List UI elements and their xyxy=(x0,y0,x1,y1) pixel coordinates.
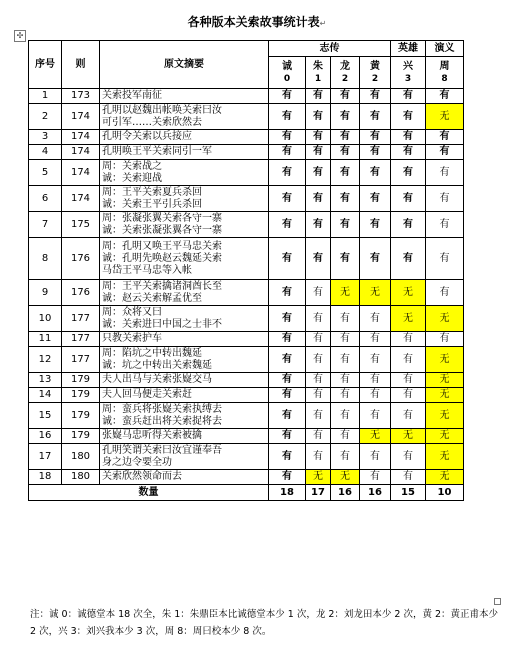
cell-presence: 有 xyxy=(360,130,391,145)
cell-presence: 有 xyxy=(306,403,331,429)
cell-seq: 7 xyxy=(29,212,62,238)
cell-presence: 无 xyxy=(391,429,426,444)
cell-presence: 有 xyxy=(269,470,306,485)
cell-presence: 有 xyxy=(331,130,360,145)
cell-presence: 有 xyxy=(331,238,360,280)
header-col-num: 0 xyxy=(283,73,291,84)
cell-seq: 2 xyxy=(29,104,62,130)
cell-ze: 174 xyxy=(62,145,100,160)
cell-summary xyxy=(100,89,269,104)
cell-summary xyxy=(100,373,269,388)
totals-value: 15 xyxy=(391,485,426,501)
cell-presence: 有 xyxy=(306,280,331,306)
cell-seq: 13 xyxy=(29,373,62,388)
totals-value: 18 xyxy=(269,485,306,501)
cell-presence: 有 xyxy=(306,160,331,186)
summary-line: 诚：坑之中转出关索魏延 xyxy=(102,359,212,371)
cell-presence: 有 xyxy=(360,470,391,485)
cell-seq: 16 xyxy=(29,429,62,444)
table-row xyxy=(29,238,464,280)
cell-presence: 有 xyxy=(391,104,426,130)
cell-presence: 有 xyxy=(269,89,306,104)
cell-seq: 17 xyxy=(29,444,62,470)
summary-line: 孔明令关索以兵接应 xyxy=(102,131,192,142)
statistics-table xyxy=(28,40,464,501)
cell-presence: 有 xyxy=(426,160,464,186)
totals-label: 数量 xyxy=(29,485,269,501)
header-col-num: 3 xyxy=(404,73,412,84)
cell-presence: 有 xyxy=(269,160,306,186)
cell-presence: 有 xyxy=(269,444,306,470)
table-title: 各种版本关索故事统计表↵ xyxy=(187,15,327,29)
cell-presence: 有 xyxy=(306,429,331,444)
cell-presence: 有 xyxy=(269,212,306,238)
table-row xyxy=(29,160,464,186)
summary-line: 诚：关索王平引兵杀回 xyxy=(102,198,202,210)
summary-line: 周：王平关索夏兵杀回 xyxy=(102,186,202,198)
cell-ze: 179 xyxy=(62,388,100,403)
summary-line: 诚：关索进曰中国之士非不 xyxy=(102,318,222,330)
header-col-name: 周 xyxy=(439,60,450,72)
cell-presence: 有 xyxy=(306,186,331,212)
cell-presence: 有 xyxy=(331,332,360,347)
summary-line: 诚：蛮兵赶出将关索捉将去 xyxy=(102,415,222,427)
summary-line: 张嶷马忠听得关索被擒 xyxy=(102,430,202,441)
cell-presence: 有 xyxy=(360,160,391,186)
cell-summary xyxy=(100,160,269,186)
cell-presence: 有 xyxy=(269,306,306,332)
cell-presence: 有 xyxy=(426,186,464,212)
cell-presence: 有 xyxy=(426,145,464,160)
header-col-0 xyxy=(269,57,306,89)
header-col-name: 兴 xyxy=(403,60,413,72)
footnote: 注：诚 0：诚德堂本 18 次全，朱 1：朱鼎臣本比诚德堂本少 1 次，龙 2：刘龙田本少 2 次，黄 2：黄正甫本少 2 次，兴 3：刘兴我本少 3 次，周 8：周曰校本少 8 次。 xyxy=(30,609,499,637)
cell-summary xyxy=(100,238,269,280)
cell-presence: 有 xyxy=(360,145,391,160)
table-row xyxy=(29,444,464,470)
cell-presence: 有 xyxy=(426,280,464,306)
header-col-2 xyxy=(331,57,360,89)
table-row xyxy=(29,332,464,347)
cell-summary xyxy=(100,444,269,470)
cell-seq: 3 xyxy=(29,130,62,145)
cell-presence: 有 xyxy=(331,403,360,429)
summary-line: 周：陷坑之中转出魏延 xyxy=(102,347,202,359)
cell-presence: 有 xyxy=(306,104,331,130)
cell-presence: 有 xyxy=(360,238,391,280)
cell-summary xyxy=(100,104,269,130)
cell-seq: 18 xyxy=(29,470,62,485)
cell-presence: 有 xyxy=(306,373,331,388)
summary-line: 周：关索战之 xyxy=(102,160,162,172)
cell-presence: 有 xyxy=(331,429,360,444)
cell-presence: 有 xyxy=(269,104,306,130)
cell-ze: 177 xyxy=(62,306,100,332)
cell-ze: 175 xyxy=(62,212,100,238)
header-col-num: 2 xyxy=(341,73,349,84)
cell-ze: 173 xyxy=(62,89,100,104)
header-summary: 原文摘要 xyxy=(100,41,269,89)
cell-presence: 无 xyxy=(360,280,391,306)
cell-presence: 有 xyxy=(426,130,464,145)
cell-presence: 有 xyxy=(391,470,426,485)
cell-presence: 有 xyxy=(269,130,306,145)
summary-line: 马岱王平马忠等入帐 xyxy=(102,264,192,276)
summary-line: 周：众将又曰 xyxy=(102,306,162,318)
cell-presence: 有 xyxy=(360,373,391,388)
header-col-5 xyxy=(426,57,464,89)
cell-summary xyxy=(100,212,269,238)
cell-ze: 174 xyxy=(62,130,100,145)
cell-presence: 有 xyxy=(360,306,391,332)
summary-line: 只教关索护车 xyxy=(102,333,162,344)
cell-summary xyxy=(100,280,269,306)
cell-presence: 无 xyxy=(426,347,464,373)
cell-presence: 有 xyxy=(391,388,426,403)
cell-presence: 无 xyxy=(331,470,360,485)
cell-presence: 无 xyxy=(426,388,464,403)
cell-ze: 179 xyxy=(62,429,100,444)
summary-line: 孔明以赵魏出帐唤关索曰汝 xyxy=(102,104,222,116)
cell-presence: 有 xyxy=(391,130,426,145)
table-row xyxy=(29,347,464,373)
cell-presence: 有 xyxy=(269,280,306,306)
cell-presence: 无 xyxy=(426,104,464,130)
cell-presence: 有 xyxy=(331,212,360,238)
table-row xyxy=(29,388,464,403)
cell-presence: 无 xyxy=(426,403,464,429)
summary-line: 周：蛮兵将张嶷关索执缚去 xyxy=(102,403,222,415)
cell-presence: 有 xyxy=(391,444,426,470)
cell-presence: 无 xyxy=(426,373,464,388)
summary-line: 周：张凝张翼关索各守一寨 xyxy=(102,212,222,224)
totals-value: 16 xyxy=(360,485,391,501)
cell-presence: 有 xyxy=(331,347,360,373)
header-group-zhizhuan: 志传 xyxy=(269,41,391,57)
cell-presence: 有 xyxy=(331,373,360,388)
cell-presence: 有 xyxy=(391,160,426,186)
summary-line: 周：王平关索擒诸洞酋长至 xyxy=(102,280,222,292)
cell-seq: 11 xyxy=(29,332,62,347)
cell-presence: 有 xyxy=(306,89,331,104)
header-col-name: 龙 xyxy=(340,60,350,72)
cell-presence: 有 xyxy=(391,186,426,212)
summary-line: 关索投军南征 xyxy=(102,90,162,101)
cell-presence: 有 xyxy=(306,130,331,145)
cell-summary xyxy=(100,306,269,332)
cell-presence: 有 xyxy=(360,186,391,212)
cell-ze: 180 xyxy=(62,470,100,485)
cell-presence: 有 xyxy=(269,373,306,388)
table-row xyxy=(29,470,464,485)
cell-presence: 有 xyxy=(306,238,331,280)
cell-presence: 有 xyxy=(306,332,331,347)
cell-presence: 有 xyxy=(269,186,306,212)
summary-line: 夫人回马便走关索赶 xyxy=(102,389,192,400)
summary-line: 诚：孔明先唤赵云魏延关索 xyxy=(102,252,222,264)
cell-presence: 有 xyxy=(269,347,306,373)
cell-presence: 有 xyxy=(331,186,360,212)
cell-presence: 有 xyxy=(391,238,426,280)
cell-presence: 有 xyxy=(269,145,306,160)
cell-seq: 10 xyxy=(29,306,62,332)
cell-presence: 有 xyxy=(331,89,360,104)
cell-summary xyxy=(100,388,269,403)
header-col-num: 1 xyxy=(314,73,322,84)
cell-summary xyxy=(100,470,269,485)
table-row xyxy=(29,212,464,238)
cell-presence: 有 xyxy=(306,212,331,238)
cell-presence: 有 xyxy=(331,160,360,186)
cell-presence: 无 xyxy=(331,280,360,306)
cell-presence: 有 xyxy=(269,332,306,347)
table-row xyxy=(29,403,464,429)
cell-presence: 有 xyxy=(360,388,391,403)
cell-ze: 177 xyxy=(62,332,100,347)
cell-seq: 1 xyxy=(29,89,62,104)
cell-presence: 有 xyxy=(391,347,426,373)
cell-summary xyxy=(100,403,269,429)
cell-presence: 有 xyxy=(306,306,331,332)
cell-summary xyxy=(100,186,269,212)
cell-seq: 14 xyxy=(29,388,62,403)
cell-presence: 有 xyxy=(269,403,306,429)
summary-line: 身之边令要全功 xyxy=(102,456,172,468)
cell-presence: 有 xyxy=(360,104,391,130)
cell-presence: 有 xyxy=(331,104,360,130)
header-col-3 xyxy=(360,57,391,89)
header-col-name: 诚 xyxy=(282,60,292,72)
cell-presence: 无 xyxy=(426,470,464,485)
cell-presence: 有 xyxy=(391,212,426,238)
header-col-1 xyxy=(306,57,331,89)
cell-ze: 177 xyxy=(62,347,100,373)
cell-summary xyxy=(100,145,269,160)
cell-presence: 有 xyxy=(360,212,391,238)
header-group-yingxiong: 英雄 xyxy=(391,41,426,57)
cell-summary xyxy=(100,130,269,145)
cell-seq: 15 xyxy=(29,403,62,429)
cell-ze: 174 xyxy=(62,104,100,130)
cell-summary xyxy=(100,332,269,347)
cell-presence: 有 xyxy=(331,444,360,470)
table-row xyxy=(29,104,464,130)
cell-presence: 有 xyxy=(391,403,426,429)
table-row xyxy=(29,280,464,306)
header-col-4 xyxy=(391,57,426,89)
table-row xyxy=(29,186,464,212)
cell-presence: 有 xyxy=(426,89,464,104)
header-col-num: 2 xyxy=(371,73,379,84)
table-row xyxy=(29,429,464,444)
cell-presence: 有 xyxy=(269,388,306,403)
table-row xyxy=(29,89,464,104)
summary-line: 诚：关索迎战 xyxy=(102,172,162,184)
summary-line: 周：孔明又唤王平马忠关索 xyxy=(102,240,222,252)
cell-presence: 有 xyxy=(360,332,391,347)
cell-presence: 有 xyxy=(306,444,331,470)
cell-presence: 有 xyxy=(426,238,464,280)
cell-seq: 6 xyxy=(29,186,62,212)
cell-presence: 无 xyxy=(426,444,464,470)
summary-line: 诚：关索张凝张翼各守一寨 xyxy=(102,224,222,236)
cell-presence: 有 xyxy=(391,332,426,347)
table-row xyxy=(29,373,464,388)
cell-seq: 8 xyxy=(29,238,62,280)
cell-presence: 有 xyxy=(306,145,331,160)
summary-line: 夫人出马与关索张嶷交马 xyxy=(102,374,212,385)
cell-ze: 176 xyxy=(62,238,100,280)
cell-presence: 有 xyxy=(331,388,360,403)
cell-presence: 有 xyxy=(360,347,391,373)
cell-summary xyxy=(100,429,269,444)
cell-presence: 有 xyxy=(360,403,391,429)
cell-presence: 无 xyxy=(360,429,391,444)
cell-presence: 无 xyxy=(426,306,464,332)
header-group-yanyi: 演义 xyxy=(426,41,464,57)
cell-presence: 有 xyxy=(426,332,464,347)
cell-seq: 12 xyxy=(29,347,62,373)
cell-seq: 5 xyxy=(29,160,62,186)
cell-presence: 有 xyxy=(269,238,306,280)
cell-presence: 有 xyxy=(306,347,331,373)
cell-presence: 无 xyxy=(391,306,426,332)
header-col-name: 朱 xyxy=(313,60,323,72)
header-col-num: 8 xyxy=(441,73,448,84)
summary-line: 关索欣然领命而去 xyxy=(102,471,182,482)
cell-presence: 有 xyxy=(360,444,391,470)
cell-ze: 179 xyxy=(62,373,100,388)
cell-presence: 有 xyxy=(269,429,306,444)
cell-ze: 176 xyxy=(62,280,100,306)
cell-presence: 无 xyxy=(306,470,331,485)
cell-presence: 有 xyxy=(391,373,426,388)
totals-row xyxy=(29,485,464,501)
cell-ze: 174 xyxy=(62,186,100,212)
summary-line: 孔明笑谓关索曰汝宜谨奉吾 xyxy=(102,444,222,456)
cell-presence: 有 xyxy=(331,145,360,160)
header-ze: 则 xyxy=(62,41,100,89)
cell-presence: 有 xyxy=(391,145,426,160)
cell-presence: 无 xyxy=(426,429,464,444)
summary-line: 可引军……关索欣然去 xyxy=(102,116,202,128)
table-resize-handle[interactable] xyxy=(494,598,501,605)
summary-line: 孔明唤王平关索同引一军 xyxy=(102,146,212,157)
totals-value: 17 xyxy=(306,485,331,501)
cell-presence: 有 xyxy=(306,388,331,403)
totals-value: 16 xyxy=(331,485,360,501)
totals-value: 10 xyxy=(426,485,464,501)
cell-presence: 有 xyxy=(360,89,391,104)
header-col-name: 黄 xyxy=(370,60,380,72)
summary-line: 诚：赵云关索解孟优至 xyxy=(102,292,202,304)
table-row xyxy=(29,145,464,160)
table-row xyxy=(29,130,464,145)
cell-ze: 180 xyxy=(62,444,100,470)
cell-presence: 无 xyxy=(391,280,426,306)
table-move-handle-icon[interactable]: ✣ xyxy=(14,30,26,42)
cell-seq: 4 xyxy=(29,145,62,160)
cell-ze: 174 xyxy=(62,160,100,186)
cell-presence: 有 xyxy=(391,89,426,104)
table-row xyxy=(29,306,464,332)
cell-presence: 有 xyxy=(331,306,360,332)
cell-summary xyxy=(100,347,269,373)
cell-presence: 有 xyxy=(426,212,464,238)
header-seq: 序号 xyxy=(29,41,62,89)
cell-seq: 9 xyxy=(29,280,62,306)
cell-ze: 179 xyxy=(62,403,100,429)
